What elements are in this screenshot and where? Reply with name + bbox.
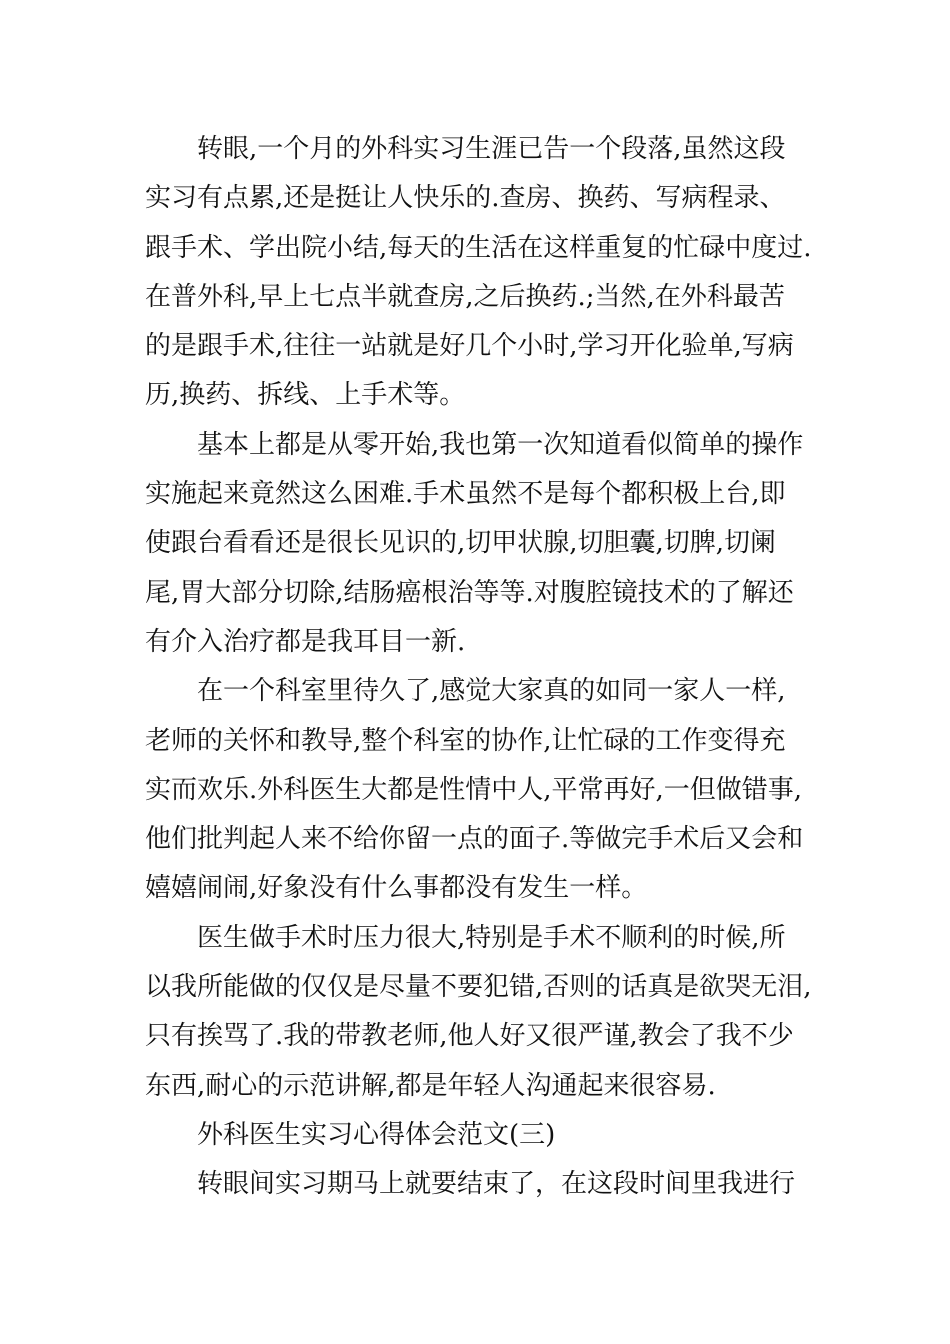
text-line: 嬉嬉闹闹,好象没有什么事都没有发生一样。	[145, 873, 648, 904]
text-line: 跟手术、学出院小结,每天的生活在这样重复的忙碌中度过.	[145, 232, 812, 263]
text-line: 老师的关怀和教导,整个科室的协作,让忙碌的工作变得充	[145, 725, 786, 756]
text-line: 使跟台看看还是很长见识的,切甲状腺,切胆囊,切脾,切阑	[145, 528, 777, 559]
document-body	[145, 125, 815, 1210]
text-line: 实施起来竟然这么困难.手术虽然不是每个都积极上台,即	[145, 479, 786, 510]
text-line: 尾,胃大部分切除,结肠癌根治等等.对腹腔镜技术的了解还	[145, 577, 794, 608]
text-line: 在一个科室里待久了,感觉大家真的如同一家人一样,	[197, 676, 786, 707]
text-line: 基本上都是从零开始,我也第一次知道看似简单的操作	[197, 429, 804, 460]
text-line: 有介入治疗都是我耳目一新.	[145, 626, 466, 657]
text-line: 的是跟手术,往往一站就是好几个小时,学习开化验单,写病	[145, 331, 794, 362]
text-line: 历,换药、拆线、上手术等。	[145, 380, 466, 411]
text-line: 实习有点累,还是挺让人快乐的.查房、换药、写病程录、	[145, 183, 786, 214]
text-line: 转眼,一个月的外科实习生涯已告一个段落,虽然这段	[197, 134, 786, 164]
text-line: 他们批判起人来不给你留一点的面子.等做完手术后又会和	[145, 824, 804, 855]
text-line: 在普外科,早上七点半就查房,之后换药.;当然,在外科最苦	[145, 281, 785, 312]
text-line: 以我所能做的仅仅是尽量不要犯错,否则的话真是欲哭无泪,	[145, 972, 812, 1003]
text-line: 实而欢乐.外科医生大都是性情中人,平常再好,一但做错事,	[145, 774, 803, 805]
text-line: 医生做手术时压力很大,特别是手术不顺利的时候,所	[197, 922, 786, 953]
text-line: 东西,耐心的示范讲解,都是年轻人沟通起来很容易.	[145, 1070, 716, 1101]
text-line: 只有挨骂了.我的带教老师,他人好又很严谨,教会了我不少	[145, 1021, 794, 1052]
text-line: 转眼间实习期马上就要结束了，在这段时间里我进行	[197, 1169, 796, 1200]
text-line: 外科医生实习心得体会范文(三)	[197, 1119, 556, 1150]
